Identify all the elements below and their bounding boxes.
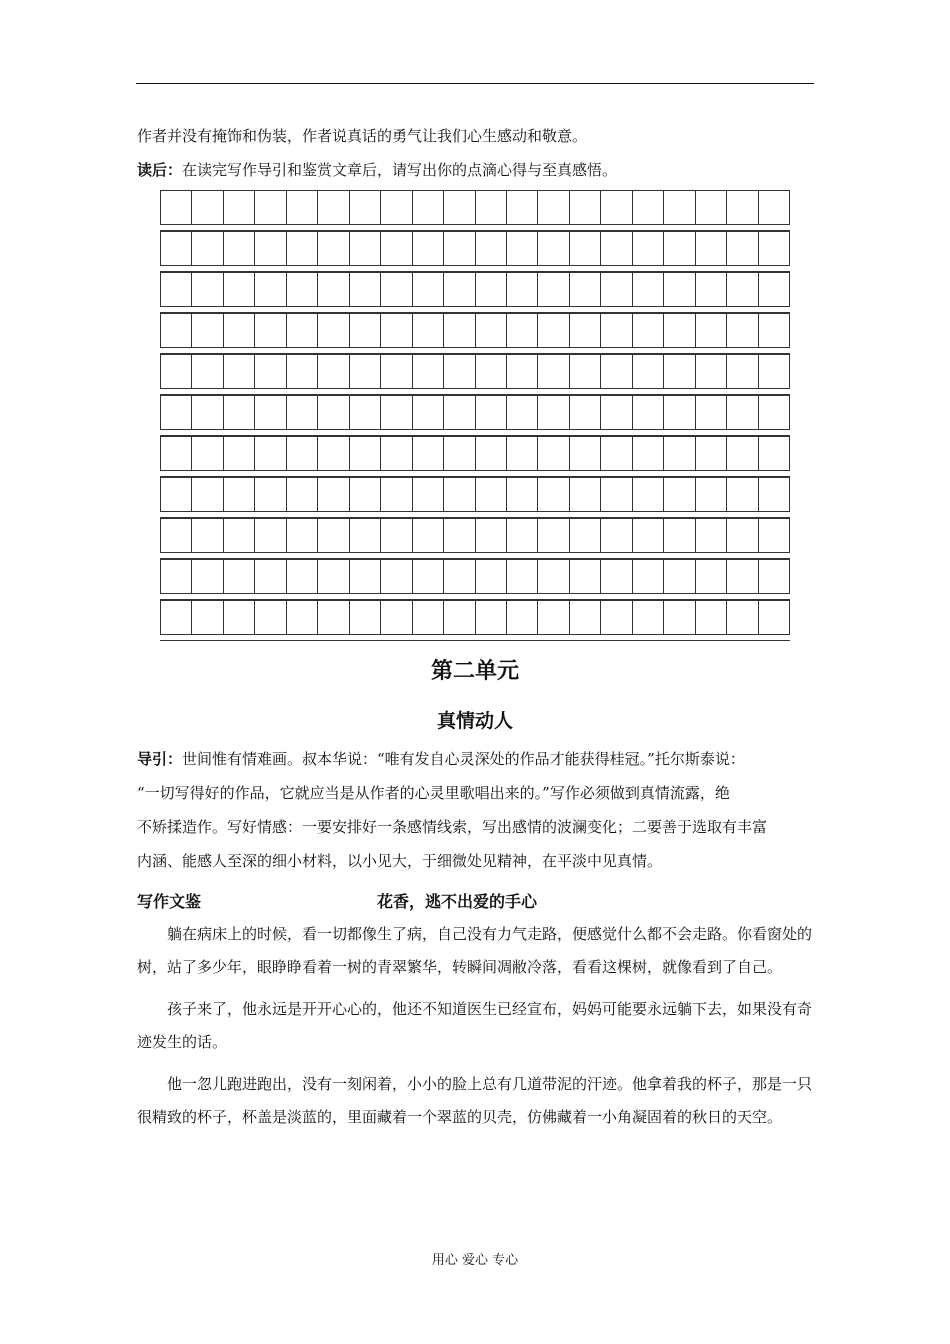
- grid-cell[interactable]: [758, 396, 790, 429]
- grid-cell[interactable]: [600, 191, 631, 224]
- grid-cell[interactable]: [537, 437, 568, 470]
- grid-cell[interactable]: [695, 191, 726, 224]
- grid-cell[interactable]: [600, 519, 631, 552]
- grid-cell[interactable]: [286, 355, 317, 388]
- grid-cell[interactable]: [254, 191, 285, 224]
- grid-cell[interactable]: [443, 396, 474, 429]
- grid-row: [160, 600, 790, 641]
- grid-cells: [160, 518, 790, 553]
- grid-cell[interactable]: [317, 191, 348, 224]
- grid-cell[interactable]: [191, 560, 222, 593]
- grid-cell[interactable]: [254, 437, 285, 470]
- grid-cell[interactable]: [191, 478, 222, 511]
- grid-cell[interactable]: [632, 601, 663, 634]
- grid-cell[interactable]: [380, 437, 411, 470]
- grid-cell[interactable]: [475, 437, 506, 470]
- grid-cell[interactable]: [349, 355, 380, 388]
- grid-cell[interactable]: [160, 273, 191, 306]
- grid-cell[interactable]: [286, 273, 317, 306]
- grid-cell[interactable]: [695, 601, 726, 634]
- grid-cell[interactable]: [223, 314, 254, 347]
- grid-cell[interactable]: [317, 232, 348, 265]
- grid-cell[interactable]: [286, 314, 317, 347]
- grid-row: [160, 518, 790, 559]
- grid-cell[interactable]: [160, 396, 191, 429]
- grid-cell[interactable]: [506, 232, 537, 265]
- grid-cells: [160, 272, 790, 307]
- grid-cell[interactable]: [506, 560, 537, 593]
- grid-cell[interactable]: [600, 396, 631, 429]
- grid-cell[interactable]: [191, 519, 222, 552]
- grid-cell[interactable]: [191, 396, 222, 429]
- essay-paragraph: 躺在病床上的时候，看一切都像生了病，自己没有力气走路，便感觉什么都不会走路。你看窗处的树，站了多少年，眼睁睁看着一树的青翠繁华，转瞬间凋敝冷落，看看这棵树，就像看到了自己。: [137, 925, 813, 976]
- grid-cell[interactable]: [443, 437, 474, 470]
- grid-cell[interactable]: [663, 437, 694, 470]
- grid-cell[interactable]: [317, 437, 348, 470]
- grid-cell[interactable]: [443, 519, 474, 552]
- grid-cell[interactable]: [695, 314, 726, 347]
- section-title: 真情动人: [436, 710, 513, 732]
- grid-cell[interactable]: [663, 519, 694, 552]
- grid-cell[interactable]: [223, 355, 254, 388]
- grid-cell[interactable]: [475, 314, 506, 347]
- grid-row: [160, 559, 790, 600]
- grid-cell[interactable]: [160, 437, 191, 470]
- grid-cell[interactable]: [443, 191, 474, 224]
- grid-cell[interactable]: [663, 314, 694, 347]
- grid-cells: [160, 190, 790, 225]
- continuation-text: 作者并没有掩饰和伪装，作者说真话的勇气让我们心生感动和敬意。: [137, 127, 588, 145]
- grid-cell[interactable]: [475, 273, 506, 306]
- grid-cell[interactable]: [726, 355, 757, 388]
- grid-cell[interactable]: [254, 396, 285, 429]
- grid-cell[interactable]: [349, 601, 380, 634]
- grid-cell[interactable]: [223, 519, 254, 552]
- grid-cell[interactable]: [632, 519, 663, 552]
- grid-cell[interactable]: [600, 355, 631, 388]
- guide-line: 内涵、能感人至深的细小材料，以小见大，于细微处见精神，在平淡中见真情。: [137, 852, 663, 870]
- grid-cell[interactable]: [537, 314, 568, 347]
- grid-cell[interactable]: [506, 396, 537, 429]
- grid-cell[interactable]: [160, 478, 191, 511]
- grid-cell[interactable]: [726, 191, 757, 224]
- grid-cell[interactable]: [726, 519, 757, 552]
- grid-cell[interactable]: [443, 273, 474, 306]
- guide-paragraph: [137, 742, 817, 878]
- grid-cell[interactable]: [317, 314, 348, 347]
- grid-cell[interactable]: [506, 191, 537, 224]
- grid-cell[interactable]: [475, 191, 506, 224]
- grid-cell[interactable]: [349, 314, 380, 347]
- grid-cell[interactable]: [412, 355, 443, 388]
- page-footer: 用心 爱心 专心: [431, 1253, 519, 1268]
- grid-cell[interactable]: [286, 478, 317, 511]
- grid-cell[interactable]: [726, 478, 757, 511]
- essay-body: [137, 918, 817, 1143]
- grid-cell[interactable]: [695, 355, 726, 388]
- grid-row: [160, 436, 790, 477]
- grid-cell[interactable]: [317, 560, 348, 593]
- guide-line: 不矫揉造作。写好情感：一要安排好一条感情线索，写出感情的波澜变化；二要善于选取有丰富: [137, 818, 768, 836]
- grid-cell[interactable]: [191, 355, 222, 388]
- grid-cell[interactable]: [632, 396, 663, 429]
- grid-cell[interactable]: [663, 355, 694, 388]
- grid-cell[interactable]: [317, 396, 348, 429]
- grid-row: [160, 272, 790, 313]
- grid-row: [160, 395, 790, 436]
- grid-cell[interactable]: [506, 355, 537, 388]
- grid-cell[interactable]: [160, 560, 191, 593]
- grid-cell[interactable]: [600, 273, 631, 306]
- grid-cell[interactable]: [632, 191, 663, 224]
- grid-cell[interactable]: [569, 519, 600, 552]
- grid-row: [160, 313, 790, 354]
- grid-cell[interactable]: [349, 273, 380, 306]
- grid-cell[interactable]: [160, 232, 191, 265]
- grid-cell[interactable]: [758, 314, 790, 347]
- grid-cell[interactable]: [380, 314, 411, 347]
- grid-cell[interactable]: [537, 191, 568, 224]
- grid-cell[interactable]: [254, 601, 285, 634]
- grid-cells: [160, 354, 790, 389]
- grid-cell[interactable]: [726, 232, 757, 265]
- grid-cell[interactable]: [254, 273, 285, 306]
- grid-cell[interactable]: [569, 396, 600, 429]
- grid-cell[interactable]: [475, 232, 506, 265]
- grid-cells: [160, 231, 790, 266]
- grid-cell[interactable]: [191, 273, 222, 306]
- grid-cell[interactable]: [223, 478, 254, 511]
- grid-cell[interactable]: [317, 519, 348, 552]
- grid-cell[interactable]: [569, 314, 600, 347]
- grid-cell[interactable]: [475, 601, 506, 634]
- grid-cell[interactable]: [663, 478, 694, 511]
- grid-cell[interactable]: [380, 601, 411, 634]
- grid-cell[interactable]: [349, 519, 380, 552]
- grid-cell[interactable]: [412, 560, 443, 593]
- grid-cell[interactable]: [349, 560, 380, 593]
- grid-cell[interactable]: [569, 232, 600, 265]
- grid-cell[interactable]: [412, 396, 443, 429]
- grid-cell[interactable]: [506, 601, 537, 634]
- grid-cells: [160, 436, 790, 471]
- grid-cell[interactable]: [380, 355, 411, 388]
- grid-cell[interactable]: [663, 560, 694, 593]
- grid-cell[interactable]: [317, 601, 348, 634]
- grid-cell[interactable]: [632, 560, 663, 593]
- grid-cell[interactable]: [254, 519, 285, 552]
- grid-cell[interactable]: [349, 437, 380, 470]
- grid-cell[interactable]: [160, 314, 191, 347]
- grid-cell[interactable]: [726, 314, 757, 347]
- grid-cell[interactable]: [380, 519, 411, 552]
- grid-cell[interactable]: [475, 355, 506, 388]
- grid-cell[interactable]: [412, 232, 443, 265]
- grid-cell[interactable]: [160, 191, 191, 224]
- grid-cell[interactable]: [443, 478, 474, 511]
- grid-cell[interactable]: [160, 519, 191, 552]
- grid-cell[interactable]: [758, 273, 790, 306]
- grid-cell[interactable]: [569, 560, 600, 593]
- grid-cell[interactable]: [475, 560, 506, 593]
- grid-cell[interactable]: [254, 560, 285, 593]
- grid-cells: [160, 395, 790, 430]
- grid-cell[interactable]: [537, 478, 568, 511]
- guide-label: 导引：: [137, 750, 183, 768]
- grid-cell[interactable]: [569, 601, 600, 634]
- grid-cell[interactable]: [317, 355, 348, 388]
- grid-cell[interactable]: [380, 396, 411, 429]
- grid-cell[interactable]: [663, 232, 694, 265]
- grid-cell[interactable]: [475, 519, 506, 552]
- grid-cell[interactable]: [412, 191, 443, 224]
- grid-cell[interactable]: [537, 519, 568, 552]
- grid-cell[interactable]: [569, 273, 600, 306]
- grid-cell[interactable]: [758, 560, 790, 593]
- grid-cell[interactable]: [412, 273, 443, 306]
- guide-line: “一切写得好的作品，它就应当是从作者的心灵里歌唱出来的。”写作必须做到真情流露，绝: [137, 784, 730, 802]
- grid-cell[interactable]: [758, 519, 790, 552]
- grid-cell[interactable]: [506, 314, 537, 347]
- after-reading-text: 在读完写作导引和鉴赏文章后，请写出你的点滴心得与至真感悟。: [182, 161, 618, 179]
- grid-row: [160, 477, 790, 518]
- essay-paragraph: 他一忽儿跑进跑出，没有一刻闲着，小小的脸上总有几道带泥的汗迹。他拿着我的杯子，那是一只很精致的杯子，杯盖是淡蓝的，里面藏着一个翠蓝的贝壳，仿佛藏着一小角凝固着的秋日的天空。: [137, 1075, 813, 1126]
- grid-cell[interactable]: [475, 396, 506, 429]
- grid-cell[interactable]: [632, 478, 663, 511]
- grid-cell[interactable]: [380, 191, 411, 224]
- grid-cell[interactable]: [663, 601, 694, 634]
- grid-row: [160, 190, 790, 231]
- grid-cell[interactable]: [726, 560, 757, 593]
- grid-cell[interactable]: [600, 437, 631, 470]
- grid-cell[interactable]: [506, 273, 537, 306]
- grid-cell[interactable]: [223, 232, 254, 265]
- grid-row: [160, 354, 790, 395]
- grid-cell[interactable]: [506, 437, 537, 470]
- grid-cell[interactable]: [443, 355, 474, 388]
- after-reading-line: [137, 160, 617, 180]
- grid-cells: [160, 559, 790, 594]
- grid-cell[interactable]: [412, 437, 443, 470]
- grid-spacer-line: [160, 640, 790, 641]
- grid-cell[interactable]: [537, 560, 568, 593]
- grid-cell[interactable]: [600, 560, 631, 593]
- grid-cell[interactable]: [475, 478, 506, 511]
- grid-cell[interactable]: [663, 396, 694, 429]
- grid-cell[interactable]: [758, 191, 790, 224]
- grid-cell[interactable]: [569, 355, 600, 388]
- grid-cell[interactable]: [695, 396, 726, 429]
- grid-cell[interactable]: [695, 519, 726, 552]
- grid-cell[interactable]: [600, 314, 631, 347]
- grid-cell[interactable]: [286, 601, 317, 634]
- grid-cell[interactable]: [506, 478, 537, 511]
- grid-cell[interactable]: [223, 273, 254, 306]
- grid-cell[interactable]: [349, 191, 380, 224]
- grid-cell[interactable]: [632, 355, 663, 388]
- grid-cell[interactable]: [726, 396, 757, 429]
- grid-cell[interactable]: [695, 560, 726, 593]
- grid-cell[interactable]: [632, 437, 663, 470]
- grid-cells: [160, 477, 790, 512]
- grid-cell[interactable]: [317, 273, 348, 306]
- grid-cell[interactable]: [758, 355, 790, 388]
- grid-cell[interactable]: [443, 560, 474, 593]
- grid-cell[interactable]: [537, 273, 568, 306]
- grid-cell[interactable]: [600, 601, 631, 634]
- essay-paragraph: 孩子来了，他永远是开开心心的，他还不知道医生已经宣布，妈妈可能要永远躺下去，如果没有奇迹发生的话。: [137, 1000, 813, 1051]
- grid-cell[interactable]: [191, 437, 222, 470]
- grid-cell[interactable]: [632, 232, 663, 265]
- grid-cell[interactable]: [380, 273, 411, 306]
- grid-cell[interactable]: [537, 355, 568, 388]
- grid-cells: [160, 600, 790, 635]
- grid-cell[interactable]: [317, 478, 348, 511]
- grid-cell[interactable]: [600, 478, 631, 511]
- grid-cell[interactable]: [254, 478, 285, 511]
- grid-cell[interactable]: [726, 437, 757, 470]
- grid-cell[interactable]: [695, 437, 726, 470]
- grid-cell[interactable]: [254, 355, 285, 388]
- grid-cell[interactable]: [191, 191, 222, 224]
- grid-cell[interactable]: [286, 232, 317, 265]
- grid-cell[interactable]: [286, 396, 317, 429]
- grid-cell[interactable]: [758, 437, 790, 470]
- grid-cell[interactable]: [191, 232, 222, 265]
- grid-cell[interactable]: [286, 519, 317, 552]
- grid-cell[interactable]: [254, 232, 285, 265]
- grid-cell[interactable]: [443, 314, 474, 347]
- grid-cell[interactable]: [349, 232, 380, 265]
- grid-cell[interactable]: [349, 396, 380, 429]
- grid-cell[interactable]: [412, 314, 443, 347]
- grid-cell[interactable]: [695, 478, 726, 511]
- grid-cell[interactable]: [632, 314, 663, 347]
- grid-cell[interactable]: [223, 191, 254, 224]
- grid-cell[interactable]: [191, 601, 222, 634]
- writing-grid[interactable]: [160, 190, 790, 641]
- grid-cell[interactable]: [695, 273, 726, 306]
- grid-cell[interactable]: [191, 314, 222, 347]
- appreciation-label: 写作文鉴: [137, 892, 202, 911]
- grid-cell[interactable]: [569, 191, 600, 224]
- unit-title: 第二单元: [430, 659, 519, 684]
- grid-cell[interactable]: [254, 314, 285, 347]
- grid-cell[interactable]: [223, 601, 254, 634]
- grid-cell[interactable]: [160, 601, 191, 634]
- essay-title: 花香，逃不出爱的手心: [377, 892, 538, 911]
- after-reading-label: 读后：: [137, 161, 183, 179]
- grid-cell[interactable]: [380, 232, 411, 265]
- grid-cell[interactable]: [286, 560, 317, 593]
- grid-cell[interactable]: [569, 478, 600, 511]
- grid-cell[interactable]: [286, 191, 317, 224]
- grid-cell[interactable]: [380, 560, 411, 593]
- grid-cells: [160, 313, 790, 348]
- grid-cell[interactable]: [663, 191, 694, 224]
- grid-cell[interactable]: [663, 273, 694, 306]
- grid-cell[interactable]: [726, 273, 757, 306]
- grid-cell[interactable]: [537, 232, 568, 265]
- appreciation-header: [137, 889, 817, 912]
- grid-cell[interactable]: [758, 232, 790, 265]
- grid-cell[interactable]: [286, 437, 317, 470]
- grid-cell[interactable]: [412, 601, 443, 634]
- grid-cell[interactable]: [537, 396, 568, 429]
- grid-cell[interactable]: [695, 232, 726, 265]
- grid-cell[interactable]: [412, 519, 443, 552]
- grid-cell[interactable]: [506, 519, 537, 552]
- grid-cell[interactable]: [349, 478, 380, 511]
- grid-cell[interactable]: [380, 478, 411, 511]
- grid-cell[interactable]: [758, 478, 790, 511]
- grid-cell[interactable]: [758, 601, 790, 634]
- grid-cell[interactable]: [160, 355, 191, 388]
- header-rule: [136, 83, 814, 84]
- grid-cell[interactable]: [537, 601, 568, 634]
- grid-cell[interactable]: [600, 232, 631, 265]
- guide-line: 导引：世间惟有情难画。叔本华说：“唯有发自心灵深处的作品才能获得桂冠。”托尔斯泰说：: [137, 750, 745, 768]
- grid-cell[interactable]: [223, 396, 254, 429]
- grid-cell[interactable]: [223, 437, 254, 470]
- grid-cell[interactable]: [443, 232, 474, 265]
- grid-row: [160, 231, 790, 272]
- grid-cell[interactable]: [569, 437, 600, 470]
- grid-cell[interactable]: [726, 601, 757, 634]
- grid-cell[interactable]: [443, 601, 474, 634]
- grid-cell[interactable]: [223, 560, 254, 593]
- grid-cell[interactable]: [412, 478, 443, 511]
- grid-cell[interactable]: [632, 273, 663, 306]
